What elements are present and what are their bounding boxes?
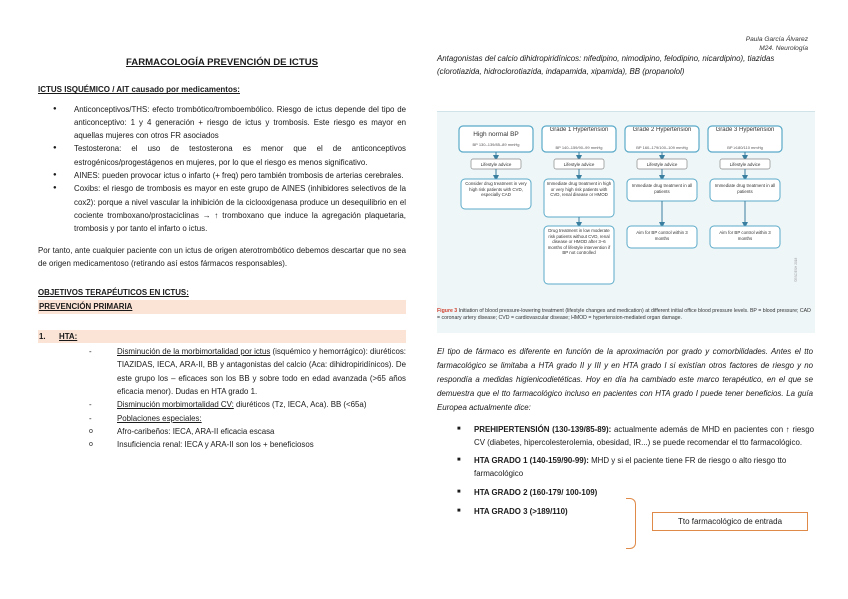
author-name: Paula García Álvarez — [745, 36, 808, 43]
hta-list — [38, 345, 406, 425]
col2-title: Grade 1 Hypertension — [549, 127, 609, 133]
list-item: ● Coxibs: el riesgo de trombosis es mayor en este grupo de AINES (inhibidores selectivos de la cox2): porque a nivel vascular la inhibición de la ciclooxigenasa produce un desequilibrio en el cociente tromboxano/prostaciclinas → ↑ tromboxano que induce la agregación plaquetaria, trombosis y por tanto el infarto o ictus. — [74, 182, 406, 235]
list-item — [117, 345, 406, 398]
col3-title: Grade 2 Hypertension — [632, 127, 692, 133]
col2-extra: Drug treatment in low moderate risk patients without CVD, renal disease or HMOD after 3–6 months of lifestyle intervention if BP not controlled — [547, 228, 611, 256]
grade-label: PREHIPERTENSIÓN (130-139/85-89): — [474, 425, 612, 434]
grade-text: actualmente además de MHD en pacientes con ↑ riesgo CV (diabetes, hipercolesterolemia, obesidad, IR...) se puede recomendar el tto farmacológico. — [474, 425, 814, 448]
hta-item-text: diuréticos (Tz, IECA, Aca). BB (<65a) — [233, 400, 367, 410]
special-populations-list — [38, 425, 406, 452]
figure-caption — [437, 308, 815, 322]
drug-risk-list — [38, 103, 406, 236]
hta-grades-list — [474, 423, 814, 523]
col1-advice: Lifestyle advice — [480, 162, 512, 167]
list-item — [474, 454, 814, 481]
bp-flowchart — [437, 112, 815, 308]
left-column — [38, 52, 406, 451]
grades-brace — [626, 498, 636, 549]
list-item: o Afro-caribeños: IECA, ARA-II eficacia escasa — [117, 425, 406, 438]
col1-action: Consider drug treatment in very high risk patients with CVD, especially CAD — [465, 181, 527, 198]
col1-header-box — [459, 126, 533, 152]
col2-action: Immediate drug treatment in high or very high risk patients with CVD, renal disease or HMOD — [546, 181, 612, 198]
col3-aim: Aim for BP control within 3 months — [636, 230, 688, 241]
list-item: ● AINES: pueden provocar ictus o infarto (+ freq) pero también trombosis de arterias cerebrales. — [74, 169, 406, 182]
grade-label: HTA GRADO 2 (160-179/ 100-109) — [474, 488, 598, 498]
list-item — [474, 423, 814, 450]
col1-title: High normal BP — [473, 131, 519, 138]
list-item — [474, 486, 814, 499]
hta-item-text: (isquémico y hemorrágico): diuréticos: TIAZIDAS, IECA, ARA-II, BB y antagonistas del calcio (Aca: dihidropiridínicos). De este grupo los – eficaces son los BB y sobre todo en edad avanzada (>65 años eficacia menor). Dudas en HTA grado 1. — [117, 347, 406, 396]
col3-range: BP 160–179/100–109 mmHg — [636, 145, 688, 150]
grade-label: HTA GRADO 3 (>189/110) — [474, 507, 568, 517]
calcium-antagonists-intro: Antagonistas del calcio dihidropiridínicos: nifedipino, nimodipino, felodipino, nicardipino), tiazidas (clorotiazida, hidroclorotiazida, indapamida, xipamida), BB (propanolol) — [437, 54, 775, 77]
list-item — [117, 412, 406, 425]
hta-heading — [38, 330, 406, 343]
list-item: ● Anticonceptivos/THS: efecto trombótico/tromboembólico. Riesgo de ictus depende del tipo de anticonceptivo: 1 y 4 generación + riesgo de ictus y trombosis. Este riesgo es mayor en aquellas mujeres con otros FR asociados — [74, 103, 406, 143]
hta-item-lead: Disminución morbimortalidad CV: — [117, 400, 234, 410]
col2-range: BP 140–159/90–99 mmHg — [555, 145, 603, 150]
hta-label: HTA: — [59, 331, 78, 341]
grade-text: MHD y si el paciente tiene FR de riesgo o alto riesgo tto farmacológico — [474, 455, 787, 478]
document-title: FARMACOLOGÍA PREVENCIÓN DE ICTUS — [125, 57, 319, 68]
grade-label: HTA GRADO 1 (140-159/90-99): — [474, 455, 589, 465]
col4-action: Immediate drug treatment in all patients — [714, 183, 776, 194]
bp-treatment-figure — [437, 111, 815, 333]
conclusion-paragraph: Por tanto, ante cualquier paciente con un ictus de origen aterotrombótico debemos descartar que no sea de origen medicamentoso (retirando así estos fármacos responsables). — [38, 245, 406, 268]
col4-range: BP ≥180/110 mmHg — [727, 145, 763, 150]
figure-caption-text: Initiation of blood pressure-lowering treatment (lifestyle changes and medication) at different initial office blood pressure levels. BP = blood pressure; CAD = coronary artery disease; CVD = cardiovascular disease; HMOD = hypertension-mediated organ damage. — [437, 308, 811, 321]
list-item: ● Testosterona: el uso de testosterona es menor que el de anticonceptivos estrogénicos/progestágenos en mujeres, por lo que el riesgo es menos significativo. — [74, 142, 406, 169]
hta-item-lead: Disminución de la morbimortalidad por ictus — [117, 347, 271, 357]
col3-advice: Lifestyle advice — [646, 162, 678, 167]
col4-aim: Aim for BP control within 3 months — [719, 230, 771, 241]
hta-number: 1. — [39, 331, 46, 341]
list-item — [117, 398, 406, 411]
col1-range: BP 130–139/85–89 mmHg — [472, 142, 520, 147]
objectives-title: OBJETIVOS TERAPÉUTICOS EN ICTUS: — [38, 288, 189, 298]
col4-title: Grade 3 Hypertension — [715, 127, 775, 133]
hta-item-lead: Poblaciones especiales: — [117, 413, 202, 423]
col2-advice: Lifestyle advice — [563, 162, 595, 167]
treatment-approach-paragraph: El tipo de fármaco es diferente en función de la aproximación por grado y comorbilidades. Antes el tto farmacológico se limitaba a HTA grado II y III y en HTA grado I si existían otros factores de riesgo y no respondía a medidas higienicodietéticas. Hoy en día ha cambiado este marco terapéutico, en el que se demuestra que el tto farmacológico incluso en pacientes con HTA grado I puede tener beneficios. La guía Europea actualmente dice: — [437, 347, 813, 412]
figure-caption-label: Figure 3 — [437, 308, 458, 314]
section-ictus-medicamentos: ICTUS ISQUÉMICO / AIT causado por medicamentos: — [38, 85, 240, 95]
author-block — [746, 36, 808, 53]
tto-box: Tto farmacológico de entrada — [652, 512, 808, 531]
figure-watermark: ©ESC/ESH 2018 — [794, 257, 798, 282]
col3-action: Immediate drug treatment in all patients — [631, 183, 693, 194]
col4-advice: Lifestyle advice — [729, 162, 761, 167]
list-item: o Insuficiencia renal: IECA y ARA-II son los + beneficiosos — [117, 438, 406, 451]
primary-prevention-heading: PREVENCIÓN PRIMARIA — [38, 300, 406, 313]
author-group: M24. Neurología — [759, 44, 808, 52]
